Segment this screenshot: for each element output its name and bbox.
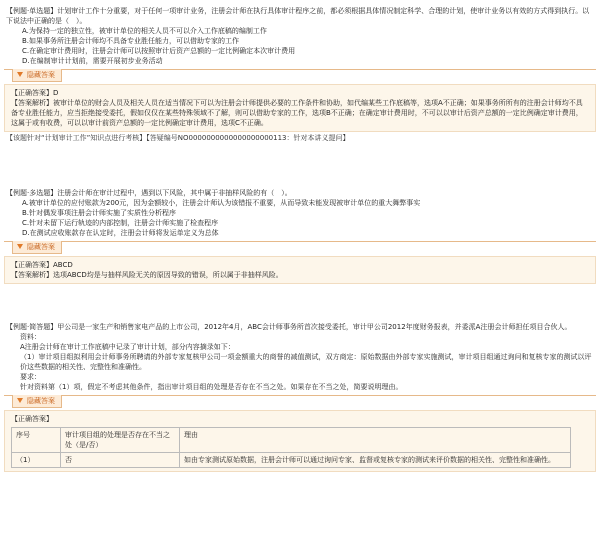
- q3-answer-box: [4, 410, 596, 472]
- table-header-judgement: 审计项目组的处理是否存在不当之处（是/否）: [61, 428, 180, 453]
- table-header-reason: 理由: [180, 428, 571, 453]
- q1-answer-box: [4, 84, 596, 132]
- triangle-down-icon: [17, 398, 23, 403]
- q3-hide-bar: [4, 395, 596, 410]
- table-row: [12, 453, 571, 468]
- q1-answer: 【正确答案】D: [11, 89, 59, 97]
- table-header-index: 序号: [12, 428, 61, 453]
- q3-item-1: （1）审计项目组拟利用会计师事务所聘请的外部专家复核甲公司一项金额重大的商誉的减值测试，双方商定：原始数据由外部专家实施测试，审计项目组通过询问和复核专家的测试以评价这些数据的相关性、完整性和准确性。: [20, 353, 592, 371]
- table-cell-index: （1）: [12, 453, 61, 468]
- q1-option-d: D.在编制审计计划前，需要开展初步业务活动: [22, 57, 163, 65]
- q2-stem: 【例题·多选题】注册会计师在审计过程中，遇到以下风险，其中属于非抽样风险的有（ ）。: [6, 189, 292, 197]
- q2-hide-bar: [4, 241, 596, 256]
- q1-option-a: A.为保持一定的独立性，被审计单位的相关人员不可以介入工作底稿的编制工作: [22, 27, 267, 35]
- q1-hide-answer-button[interactable]: [12, 69, 62, 82]
- q2-option-c: C.针对未留下运行轨迹的内部控制，注册会计师实施了检查程序: [22, 219, 219, 227]
- q1-analysis: 【答案解析】被审计单位的财会人员及相关人员在适当情况下可以为注册会计师提供必要的工作条件和协助，如代编某些工作底稿等，选项A不正确；如果事务所所有的注册会计师均不具备专业胜任能力，应当拒绝接受委托，假如仅仅在某些特殊领域不了解，则可以借助专家的工作，选项B不正确；在确定审计费用时，不可以以审计后资产总额的一定比例确定审计费用，这属于或有收费，可以以审计前资产总额的一定比例确定审计费用，选项C不正确。: [11, 99, 583, 127]
- q3-require-label: 要求：: [20, 373, 41, 381]
- q1-option-c: C.在确定审计费用时，注册会计师可以按照审计后资产总额的一定比例确定本次审计费用: [22, 47, 296, 55]
- q3-stem: 【例题·简答题】甲公司是一家生产和销售家电产品的上市公司，2012年4月，ABC会计师事务所首次接受委托，审计甲公司2012年度财务报表，并委派A注册会计师担任项目合伙人。: [6, 323, 572, 331]
- q3-require: 针对资料第（1）项，假定不考虑其他条件，指出审计项目组的处理是否存在不当之处。如果存在不当之处，简要说明理由。: [20, 383, 403, 391]
- q1-option-b: B.如果事务所注册会计师均不具备专业胜任能力，可以借助专家的工作: [22, 37, 240, 45]
- q2-answer: 【正确答案】ABCD: [11, 261, 73, 269]
- question-2: [0, 188, 600, 284]
- table-header-row: [12, 428, 571, 453]
- q3-answer-table: [11, 427, 571, 468]
- q2-hide-label: 隐藏答案: [27, 243, 55, 251]
- question-3: [0, 322, 600, 472]
- table-cell-judgement: 否: [61, 453, 180, 468]
- q1-ref[interactable]: 【该题针对“计划审计工作”知识点进行考核】【答疑编号NO0000000000000000000113：针对本讲义提问】: [6, 134, 350, 142]
- table-cell-reason: 如由专家测试原始数据，注册会计师可以通过询问专家、监督或复核专家的测试来评价数据的相关性、完整性和准确性。: [180, 453, 571, 468]
- q3-material-intro: A注册会计师在审计工作底稿中记录了审计计划，部分内容摘录如下：: [20, 343, 235, 351]
- q2-option-d: D.在测试应收账款存在认定时，注册会计师将发运单定义为总体: [22, 229, 219, 237]
- q2-option-b: B.针对偶发事项注册会计师实施了实质性分析程序: [22, 209, 177, 217]
- triangle-down-icon: [17, 244, 23, 249]
- q2-answer-box: [4, 256, 596, 284]
- q3-material-label: 资料：: [20, 333, 41, 341]
- q2-analysis: 【答案解析】选项ABCD均是与抽样风险无关的原因导致的错误，所以属于非抽样风险。: [11, 271, 283, 279]
- q1-stem: 【例题·单选题】计划审计工作十分重要，对于任何一项审计业务，注册会计师在执行具体审计程序之前，都必须根据具体情况制定科学、合理的计划，使审计业务以有效的方式得到执行。以下说法中正确的是（ ）。: [6, 7, 590, 25]
- q1-hide-bar: [4, 69, 596, 84]
- q3-hide-answer-button[interactable]: [12, 395, 62, 408]
- q2-hide-answer-button[interactable]: [12, 241, 62, 254]
- triangle-down-icon: [17, 72, 23, 77]
- question-1: [0, 6, 600, 144]
- q3-hide-label: 隐藏答案: [27, 397, 55, 405]
- q3-answer: 【正确答案】: [11, 415, 53, 423]
- q1-hide-label: 隐藏答案: [27, 71, 55, 79]
- q2-option-a: A.被审计单位的应付账款为200元，因为金额较小，注册会计师认为该错报不重要，从而导致未能发现被审计单位的重大舞弊事实: [22, 199, 421, 207]
